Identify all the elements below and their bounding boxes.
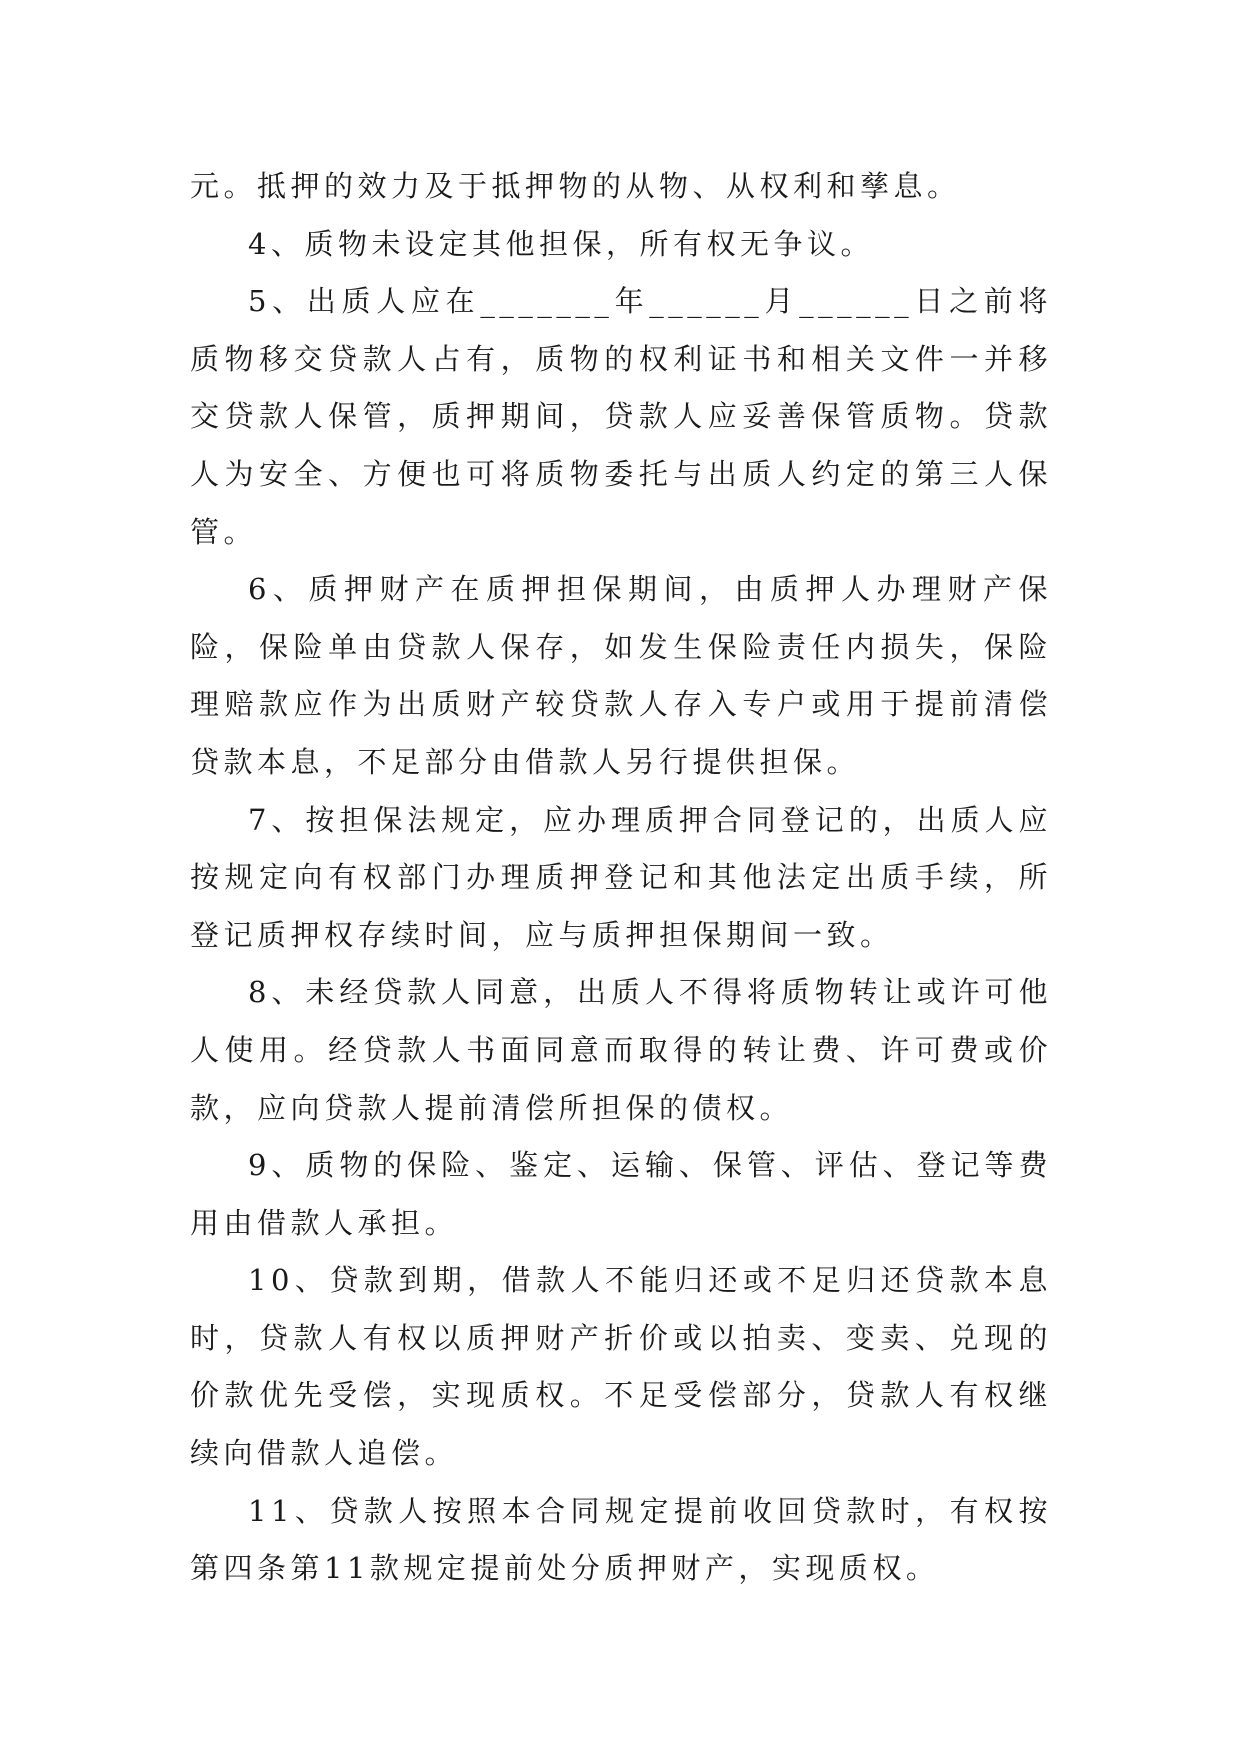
clause-4: 4、质物未设定其他担保，所有权无争议。 — [248, 226, 874, 261]
clause-6: 6、质押财产在质押担保期间，由质押人办理财产保险，保险单由贷款人保存，如发生保险责任内损失，保险理赔款应作为出质财产较贷款人存入专户或用于提前清偿贷款本息，不足部分由借款人另行提供担保。 — [190, 572, 1052, 779]
clause-10: 10、贷款到期，借款人不能归还或不足归还贷款本息时，贷款人有权以质押财产折价或以拍卖、变卖、兑现的价款优先受偿，实现质权。不足受偿部分，贷款人有权继续向借款人追偿。 — [190, 1263, 1052, 1471]
clause-7: 7、按担保法规定，应办理质押合同登记的，出质人应按规定向有权部门办理质押登记和其他法定出质手续，所登记质押权存续时间，应与质押担保期间一致。 — [190, 802, 1052, 952]
clause-8: 8、未经贷款人同意，出质人不得将质物转让或许可他人使用。经贷款人书面同意而取得的转让费、许可费或价款，应向贷款人提前清偿所担保的债权。 — [190, 975, 1052, 1125]
clause-5: 5、出质人应在_______年______月______日之前将质物移交贷款人占有，质物的权利证书和相关文件一并移交贷款人保管，质押期间，贷款人应妥善保管质物。贷款人为安全、方便也可将质物委托与出质人约定的第三人保管。 — [190, 284, 1052, 549]
clause-9: 9、质物的保险、鉴定、运输、保管、评估、登记等费用由借款人承担。 — [190, 1148, 1052, 1240]
clause-11: 11、贷款人按照本合同规定提前收回贷款时，有权按第四条第11款规定提前处分质押财产，实现质权。 — [190, 1493, 1052, 1586]
paragraph-continuation: 元。抵押的效力及于抵押物的从物、从权利和孳息。 — [190, 169, 961, 203]
document-body — [190, 158, 1052, 1598]
